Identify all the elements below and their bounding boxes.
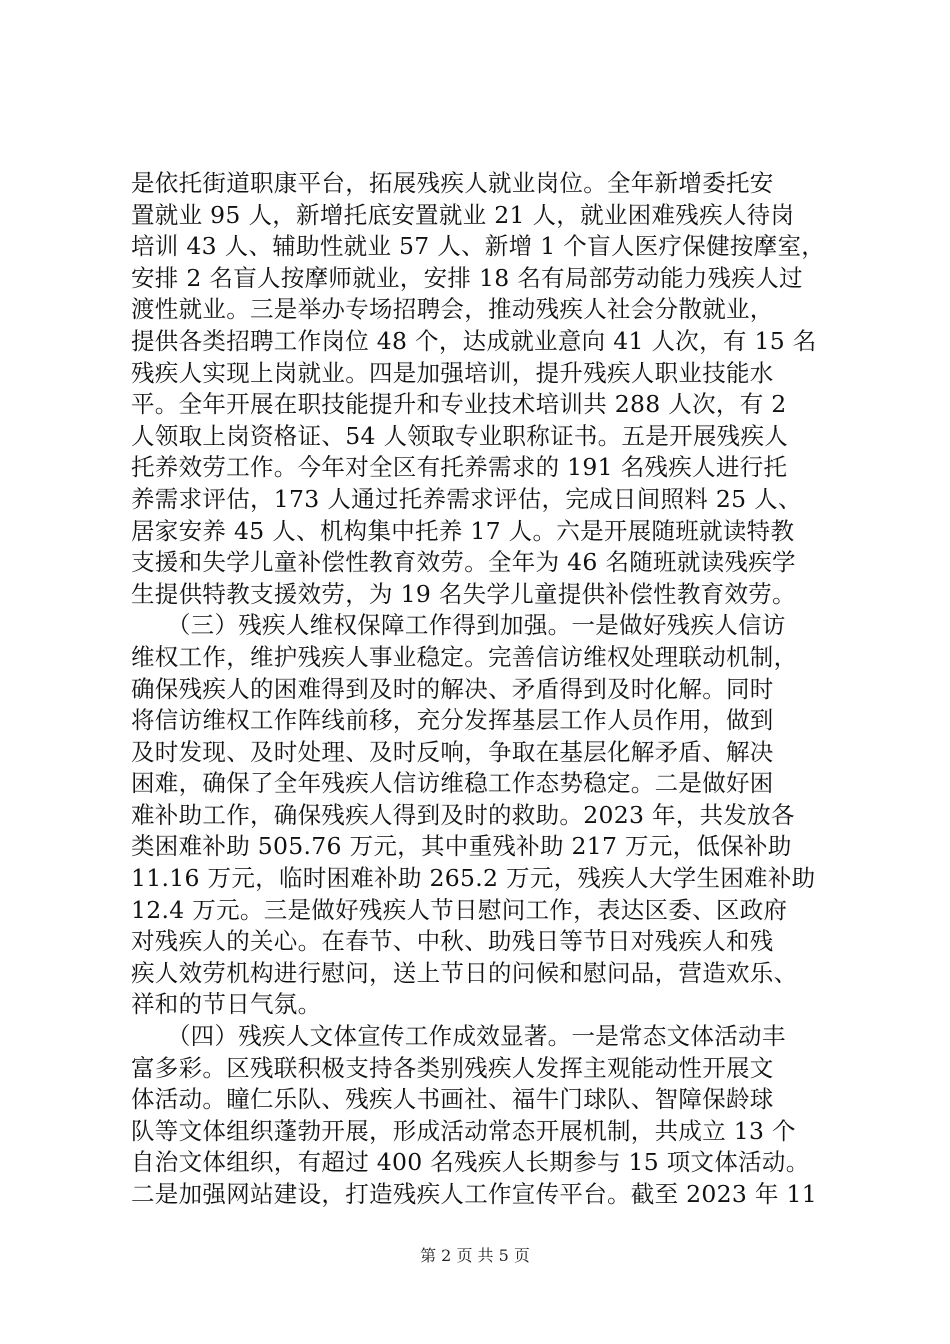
text-line: 养需求评估，173 人通过托养需求评估，完成日间照料 25 人、 xyxy=(131,484,802,513)
text-line: 困难，确保了全年残疾人信访维稳工作态势稳定。二是做好困 xyxy=(131,769,774,798)
text-line: 自治文体组织，有超过 400 名残疾人长期参与 15 项文体活动。 xyxy=(131,1148,810,1177)
text-line: 提供各类招聘工作岗位 48 个，达成就业意向 41 人次，有 15 名 xyxy=(131,326,817,355)
text-line: 难补助工作，确保残疾人得到及时的救助。2023 年，共发放各 xyxy=(131,800,795,829)
text-line: 维权工作，维护残疾人事业稳定。完善信访维权处理联动机制， xyxy=(131,642,798,671)
text-line: 将信访维权工作阵线前移，充分发挥基层工作人员作用，做到 xyxy=(131,706,774,735)
text-line: 生提供特教支援效劳，为 19 名失学儿童提供补偿性教育效劳。 xyxy=(131,579,796,608)
text-line: 12.4 万元。三是做好残疾人节日慰问工作，表达区委、区政府 xyxy=(131,895,788,924)
text-line: 渡性就业。三是举办专场招聘会，推动残疾人社会分散就业， xyxy=(131,295,774,324)
text-line: 支援和失学儿童补偿性教育效劳。全年为 46 名随班就读残疾学 xyxy=(131,548,796,577)
text-line: 居家安养 45 人、机构集中托养 17 人。六是开展随班就读特教 xyxy=(131,516,795,545)
section-heading-line: （四）残疾人文体宣传工作成效显著。一是常态文体活动丰 xyxy=(131,1022,786,1051)
text-line: 疾人效劳机构进行慰问，送上节日的问候和慰问品，营造欢乐、 xyxy=(131,958,798,987)
page-number-footer: 第 2 页 共 5 页 xyxy=(420,1246,530,1265)
text-line: 祥和的节日气氛。 xyxy=(131,990,322,1019)
text-line: 队等文体组织蓬勃开展，形成活动常态开展机制，共成立 13 个 xyxy=(131,1116,796,1145)
text-line: 人领取上岗资格证、54 人领取专业职称证书。五是开展残疾人 xyxy=(131,421,789,450)
text-line: 类困难补助 505.76 万元，其中重残补助 217 万元，低保补助 xyxy=(131,832,792,861)
text-line: 置就业 95 人，新增托底安置就业 21 人，就业困难残疾人待岗 xyxy=(131,200,795,229)
text-line: 安排 2 名盲人按摩师就业，安排 18 名有局部劳动能力残疾人过 xyxy=(131,263,803,292)
text-line: 托养效劳工作。今年对全区有托养需求的 191 名残疾人进行托 xyxy=(131,453,788,482)
text-line: 平。全年开展在职技能提升和专业技术培训共 288 人次，有 2 xyxy=(131,390,787,419)
text-line: 富多彩。区残联积极支持各类别残疾人发挥主观能动性开展文 xyxy=(131,1053,774,1082)
text-line: 是依托街道职康平台，拓展残疾人就业岗位。全年新增委托安 xyxy=(131,169,774,197)
text-line: 及时发现、及时处理、及时反响，争取在基层化解矛盾、解决 xyxy=(131,737,774,766)
text-line: 残疾人实现上岗就业。四是加强培训，提升残疾人职业技能水 xyxy=(131,358,774,387)
text-line: 对残疾人的关心。在春节、中秋、助残日等节日对残疾人和残 xyxy=(131,927,774,956)
text-line: 确保残疾人的困难得到及时的解决、矛盾得到及时化解。同时 xyxy=(131,674,774,703)
text-line: 培训 43 人、辅助性就业 57 人、新增 1 个盲人医疗保健按摩室， xyxy=(131,232,826,261)
section-heading-line: （三）残疾人维权保障工作得到加强。一是做好残疾人信访 xyxy=(131,611,786,640)
document-body xyxy=(131,168,831,1211)
text-line: 二是加强网站建设，打造残疾人工作宣传平台。截至 2023 年 11 xyxy=(131,1180,818,1208)
text-line: 体活动。瞳仁乐队、残疾人书画社、福牛门球队、智障保龄球 xyxy=(131,1085,774,1114)
text-line: 11.16 万元，临时困难补助 265.2 万元，残疾人大学生困难补助 xyxy=(131,864,816,893)
